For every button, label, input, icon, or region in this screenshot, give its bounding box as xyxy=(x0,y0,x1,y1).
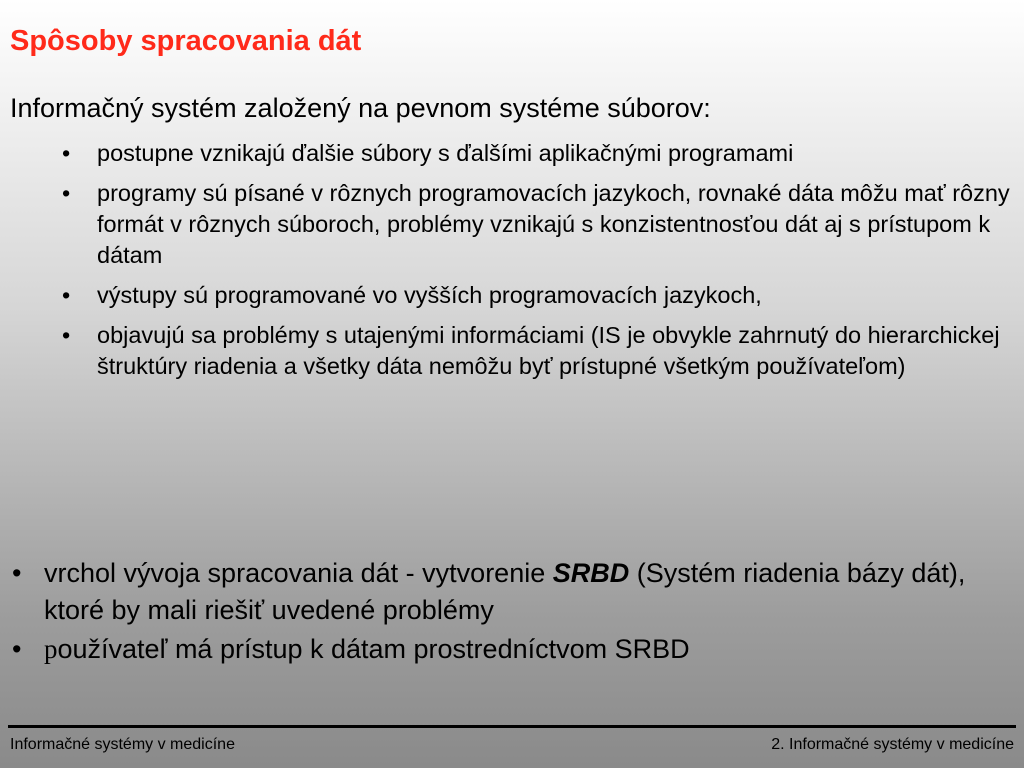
list-item xyxy=(62,280,1012,311)
bullet-icon: • xyxy=(62,282,71,308)
srbd-point-after: (Systém riadenia bázy dát), ktoré by mali riešiť uvedené problémy xyxy=(44,558,966,625)
footer-divider xyxy=(8,725,1016,728)
list-item xyxy=(62,320,1012,382)
srbd-point xyxy=(44,558,965,625)
bullet-icon: • xyxy=(12,558,22,588)
bullet-icon: • xyxy=(62,322,71,348)
list-item-text: výstupy sú programované vo vyšších programovacích jazykoch, xyxy=(97,282,762,308)
list-item-text: postupne vznikajú ďalšie súbory s ďalšími aplikačnými programami xyxy=(97,140,794,166)
user-access-rest: oužívateľ má prístup k dátam prostredníctvom SRBD xyxy=(57,634,690,664)
footer-course-title: Informačné systémy v medicíne xyxy=(10,736,235,753)
footer-lecture-title: 2. Informačné systémy v medicíne xyxy=(771,736,1014,753)
list-item xyxy=(10,555,1010,629)
list-item xyxy=(62,178,1012,271)
bullet-icon: • xyxy=(62,140,71,166)
list-item-text: programy sú písané v rôznych programovacích jazykoch, rovnaké dáta môžu mať rôzny formát v rôznych súboroch, problémy vznikajú s konzistentnosťou dát aj s prístupom k dátam xyxy=(97,180,1010,268)
bullet-icon: • xyxy=(62,180,71,206)
user-access-first-letter: p xyxy=(44,634,58,664)
srbd-emphasis: SRBD xyxy=(552,558,630,588)
sub-bullet-list xyxy=(62,138,1012,391)
main-bullet-list xyxy=(10,555,1010,670)
list-item-text: objavujú sa problémy s utajenými informáciami (IS je obvykle zahrnutý do hierarchickej štruktúry riadenia a všetky dáta nemôžu byť prístupné všetkým používateľom) xyxy=(97,322,1000,379)
user-access-point xyxy=(44,634,690,664)
intro-text: Informačný systém založený na pevnom systéme súborov: xyxy=(10,93,711,123)
srbd-point-before: vrchol vývoja spracovania dát - vytvorenie xyxy=(44,558,553,588)
bullet-icon: • xyxy=(12,634,22,664)
slide-title: Spôsoby spracovania dát xyxy=(10,25,362,57)
list-item xyxy=(10,631,1010,668)
list-item xyxy=(62,138,1012,169)
